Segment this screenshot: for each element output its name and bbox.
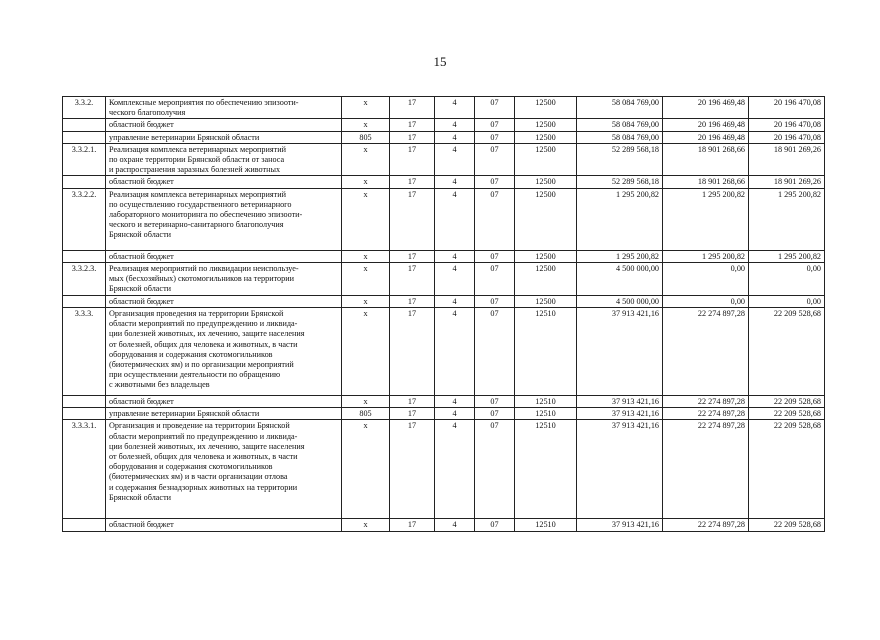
row-name-text: областной бюджет [109, 296, 174, 306]
table-row [63, 143, 825, 176]
row-name-text: областной бюджет [109, 397, 174, 407]
row-number [63, 119, 106, 131]
table-row [63, 188, 825, 250]
amount-2025: 22 209 528,68 [749, 308, 825, 396]
code-4: 4 [435, 308, 475, 396]
amount-2023: 4 500 000,00 [577, 295, 663, 307]
code-17: 17 [390, 295, 435, 307]
code-4: 4 [435, 143, 475, 176]
amount-2025: 22 209 528,68 [749, 408, 825, 420]
amount-2025: 22 209 528,68 [749, 420, 825, 519]
row-number [63, 250, 106, 262]
amount-2024: 22 274 897,28 [663, 396, 749, 408]
table-row [63, 420, 825, 519]
row-number: 3.3.3.1. [63, 420, 106, 519]
row-name [106, 119, 342, 131]
amount-2025: 20 196 470,08 [749, 131, 825, 143]
row-number [63, 131, 106, 143]
code-4: 4 [435, 295, 475, 307]
row-name [106, 295, 342, 307]
table-body [63, 97, 825, 532]
code-4: 4 [435, 119, 475, 131]
amount-2024: 22 274 897,28 [663, 408, 749, 420]
code-07: 07 [475, 176, 515, 188]
row-name [106, 250, 342, 262]
row-name-text: Организация проведения на территории Брянской области мероприятий по предупреждению и ликвида- ции болезней животных, их лечению, защите населения от болезней, общих для человека и животных, в части оборудования и содержания скотомогильников (биотермических ям) и по организации мероприятий при осуществлении деятельности по обращению с животными без владельцев [109, 309, 305, 390]
amount-2024: 22 274 897,28 [663, 519, 749, 531]
amount-2023: 37 913 421,16 [577, 408, 663, 420]
budget-table [62, 96, 825, 532]
code-4: 4 [435, 262, 475, 295]
admin-code: х [342, 143, 390, 176]
code-4: 4 [435, 188, 475, 250]
amount-2024: 20 196 469,48 [663, 97, 749, 119]
row-name [106, 420, 342, 519]
row-name-text: управление ветеринарии Брянской области [109, 132, 260, 142]
table-row [63, 131, 825, 143]
target-code: 12500 [515, 176, 577, 188]
row-name [106, 308, 342, 396]
table-row [63, 119, 825, 131]
row-name-text: управление ветеринарии Брянской области [109, 409, 260, 419]
admin-code: х [342, 119, 390, 131]
target-code: 12500 [515, 262, 577, 295]
code-07: 07 [475, 188, 515, 250]
amount-2025: 22 209 528,68 [749, 396, 825, 408]
amount-2024: 18 901 268,66 [663, 143, 749, 176]
amount-2025: 0,00 [749, 262, 825, 295]
code-4: 4 [435, 396, 475, 408]
row-name-text: областной бюджет [109, 251, 174, 261]
code-07: 07 [475, 131, 515, 143]
amount-2023: 37 913 421,16 [577, 519, 663, 531]
amount-2023: 52 289 568,18 [577, 176, 663, 188]
code-4: 4 [435, 131, 475, 143]
row-number [63, 176, 106, 188]
row-name-text: Реализация комплекса ветеринарных мероприятий по охране территории Брянской области от заноса и распространения заразных болезней животных [109, 144, 287, 175]
code-07: 07 [475, 250, 515, 262]
code-07: 07 [475, 295, 515, 307]
amount-2023: 37 913 421,16 [577, 308, 663, 396]
amount-2023: 37 913 421,16 [577, 396, 663, 408]
amount-2023: 37 913 421,16 [577, 420, 663, 519]
row-name [106, 519, 342, 531]
code-17: 17 [390, 250, 435, 262]
row-name [106, 131, 342, 143]
row-number: 3.3.2.1. [63, 143, 106, 176]
code-17: 17 [390, 97, 435, 119]
amount-2025: 20 196 470,08 [749, 119, 825, 131]
code-4: 4 [435, 176, 475, 188]
amount-2025: 22 209 528,68 [749, 519, 825, 531]
page-number: 15 [433, 54, 447, 69]
code-4: 4 [435, 408, 475, 420]
code-07: 07 [475, 308, 515, 396]
table-row [63, 519, 825, 531]
amount-2023: 58 084 769,00 [577, 97, 663, 119]
target-code: 12500 [515, 143, 577, 176]
row-number: 3.3.2.3. [63, 262, 106, 295]
code-07: 07 [475, 119, 515, 131]
amount-2023: 4 500 000,00 [577, 262, 663, 295]
amount-2024: 0,00 [663, 262, 749, 295]
code-17: 17 [390, 131, 435, 143]
target-code: 12510 [515, 420, 577, 519]
target-code: 12510 [515, 308, 577, 396]
target-code: 12510 [515, 519, 577, 531]
row-number [63, 396, 106, 408]
amount-2025: 20 196 470,08 [749, 97, 825, 119]
row-number: 3.3.3. [63, 308, 106, 396]
admin-code: х [342, 420, 390, 519]
target-code: 12500 [515, 188, 577, 250]
admin-code: х [342, 188, 390, 250]
target-code: 12500 [515, 131, 577, 143]
code-17: 17 [390, 188, 435, 250]
row-number [63, 519, 106, 531]
row-name-text: областной бюджет [109, 520, 174, 530]
admin-code: х [342, 262, 390, 295]
amount-2025: 0,00 [749, 295, 825, 307]
code-07: 07 [475, 408, 515, 420]
row-number: 3.3.2. [63, 97, 106, 119]
code-17: 17 [390, 396, 435, 408]
amount-2024: 22 274 897,28 [663, 420, 749, 519]
target-code: 12500 [515, 97, 577, 119]
code-17: 17 [390, 119, 435, 131]
amount-2024: 1 295 200,82 [663, 188, 749, 250]
code-17: 17 [390, 176, 435, 188]
amount-2024: 0,00 [663, 295, 749, 307]
admin-code: х [342, 308, 390, 396]
row-name-text: Комплексные мероприятия по обеспечению эпизооти- ческого благополучия [109, 98, 299, 118]
row-number: 3.3.2.2. [63, 188, 106, 250]
code-17: 17 [390, 420, 435, 519]
row-name-text: областной бюджет [109, 177, 174, 187]
row-name [106, 176, 342, 188]
amount-2025: 1 295 200,82 [749, 250, 825, 262]
admin-code: 805 [342, 408, 390, 420]
row-name [106, 262, 342, 295]
table-row [63, 250, 825, 262]
table-row [63, 97, 825, 119]
admin-code: х [342, 295, 390, 307]
admin-code: х [342, 176, 390, 188]
target-code: 12500 [515, 119, 577, 131]
code-07: 07 [475, 420, 515, 519]
row-name-text: областной бюджет [109, 120, 174, 130]
amount-2023: 58 084 769,00 [577, 119, 663, 131]
row-name-text: Организация и проведение на территории Брянской области мероприятий по предупреждению и ликвида- ции болезней животных, их лечению, защите населения от болезней, общих для человека и животных, в части оборудования и содержания скотомогильников (биотермических ям) и в части организации отлова и содержания безнадзорных животных на территории Брянской области [109, 421, 305, 502]
row-name-text: Реализация комплекса ветеринарных мероприятий по осуществлению государственного ветеринарного лабораторного мониторинга по обеспечению эпизооти- ческого и ветеринарно-санитарного благополучия Брянской области [109, 189, 303, 240]
row-name [106, 97, 342, 119]
table-row [63, 408, 825, 420]
row-number [63, 408, 106, 420]
target-code: 12510 [515, 408, 577, 420]
row-number [63, 295, 106, 307]
code-17: 17 [390, 262, 435, 295]
target-code: 12510 [515, 396, 577, 408]
admin-code: 805 [342, 131, 390, 143]
code-4: 4 [435, 250, 475, 262]
code-17: 17 [390, 408, 435, 420]
amount-2023: 58 084 769,00 [577, 131, 663, 143]
amount-2023: 1 295 200,82 [577, 250, 663, 262]
code-17: 17 [390, 143, 435, 176]
amount-2024: 22 274 897,28 [663, 308, 749, 396]
table-row [63, 176, 825, 188]
row-name [106, 143, 342, 176]
code-4: 4 [435, 420, 475, 519]
table-row [63, 308, 825, 396]
code-07: 07 [475, 262, 515, 295]
table-row [63, 262, 825, 295]
code-07: 07 [475, 143, 515, 176]
code-4: 4 [435, 97, 475, 119]
code-4: 4 [435, 519, 475, 531]
table-row [63, 396, 825, 408]
amount-2024: 20 196 469,48 [663, 119, 749, 131]
code-07: 07 [475, 97, 515, 119]
target-code: 12500 [515, 250, 577, 262]
amount-2025: 18 901 269,26 [749, 143, 825, 176]
admin-code: х [342, 396, 390, 408]
admin-code: х [342, 250, 390, 262]
amount-2025: 18 901 269,26 [749, 176, 825, 188]
table-row [63, 295, 825, 307]
code-17: 17 [390, 519, 435, 531]
code-17: 17 [390, 308, 435, 396]
target-code: 12500 [515, 295, 577, 307]
row-name [106, 408, 342, 420]
code-07: 07 [475, 519, 515, 531]
amount-2023: 52 289 568,18 [577, 143, 663, 176]
amount-2024: 1 295 200,82 [663, 250, 749, 262]
row-name [106, 396, 342, 408]
amount-2024: 18 901 268,66 [663, 176, 749, 188]
admin-code: х [342, 519, 390, 531]
amount-2025: 1 295 200,82 [749, 188, 825, 250]
amount-2024: 20 196 469,48 [663, 131, 749, 143]
code-07: 07 [475, 396, 515, 408]
row-name [106, 188, 342, 250]
row-name-text: Реализация мероприятий по ликвидации неиспользуе- мых (бесхозяйных) скотомогильников на территории Брянской области [109, 263, 299, 294]
admin-code: х [342, 97, 390, 119]
amount-2023: 1 295 200,82 [577, 188, 663, 250]
